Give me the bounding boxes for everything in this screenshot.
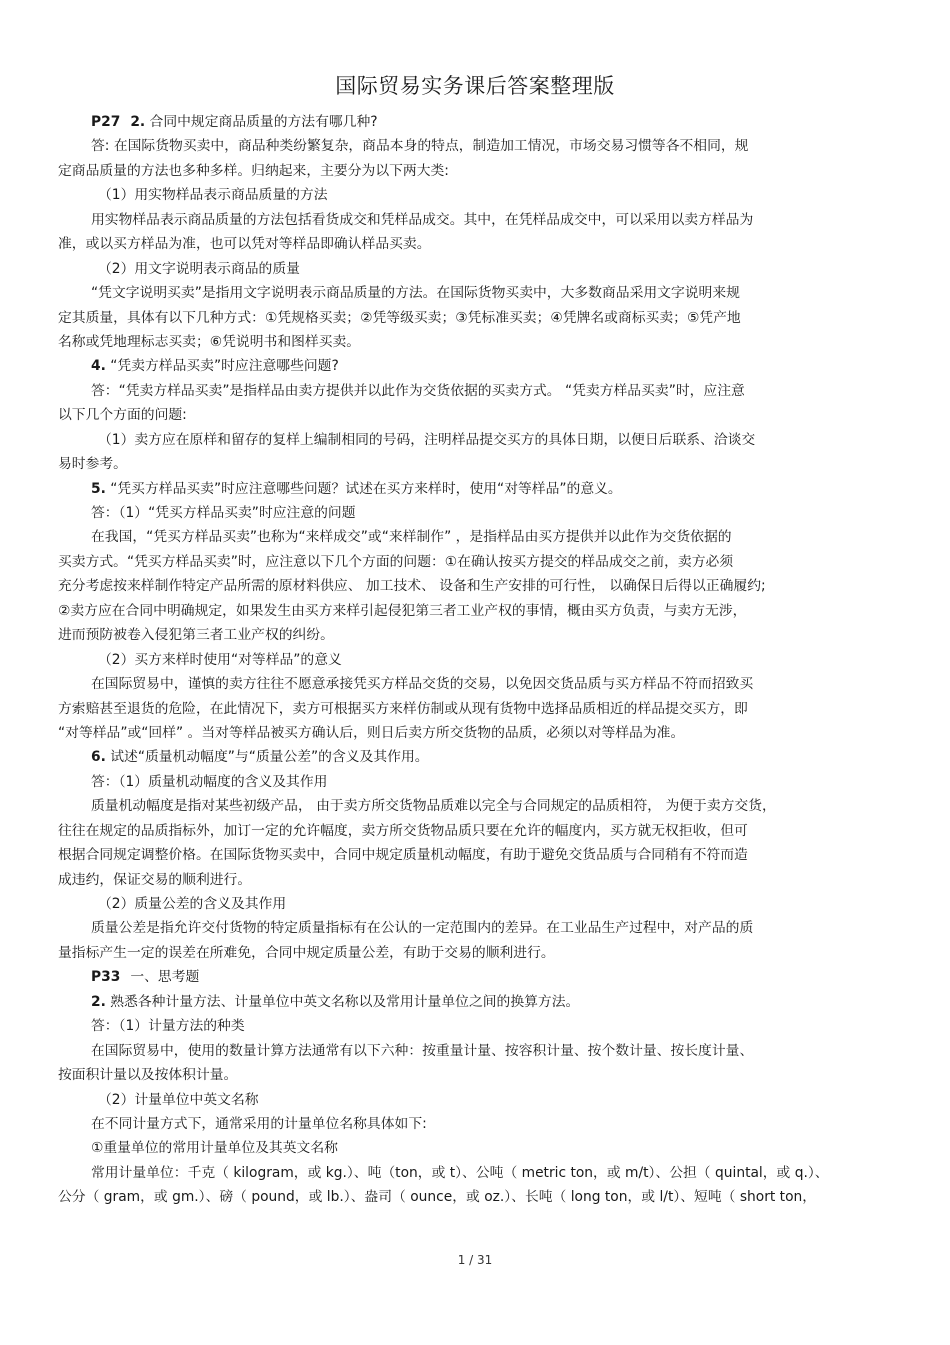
line-text: 在国际贸易中，使用的数量计算方法通常有以下六种：按重量计量、按容积计量、按个数计量、按长度计量、 [91,1042,754,1059]
text-line [58,697,888,721]
text-line [58,379,888,403]
line-text: 在我国，“凭买方样品买卖”也称为“来样成交”或“来样制作” ，是指样品由买方提供并以此作为交货依据的 [91,529,732,546]
text-line [58,403,888,427]
text-line [58,477,888,501]
line-text: 一、思考题 [130,969,200,986]
document-body [58,110,888,1210]
question-number: 5. [91,480,106,497]
line-text: 方索赔甚至退货的危险，在此情况下，卖方可根据买方来样仿制或从现有货物中选择品质相近的样品提交买方，即 [58,700,748,717]
line-text: 定商品质量的方法也多种多样。归纳起来，主要分为以下两大类: [58,162,449,179]
line-text: （2）买方来样时使用“对等样品”的意义 [98,651,342,668]
line-text: 按面积计量以及按体积计量。 [58,1067,238,1084]
line-text: 答：（1）“凭买方样品买卖”时应注意的问题 [91,505,356,521]
text-line [58,1136,888,1160]
text-line [58,623,888,647]
line-text: 成违约，保证交易的顺利进行。 [58,871,252,888]
text-line [58,990,888,1014]
line-text: 准，或以买方样品为准，也可以凭对等样品即确认样品买卖。 [58,236,431,253]
page-reference-label: P27 [91,114,121,130]
text-line [58,501,888,525]
line-text: 常用计量单位：千克（ kilogram，或 kg.）、吨（ton，或 t）、公吨（ metric ton，或 m/t）、公担（ quintal，或 q.）、 [91,1164,829,1181]
text-line [58,1063,888,1087]
line-text: “凭买方样品买卖”时应注意哪些问题？试述在买方来样时，使用“对等样品”的意义。 [110,480,622,497]
line-text: 根据合同规定调整价格。在国际货物买卖中，合同中规定质量机动幅度，有助于避免交货品质与合同稍有不符而造 [58,847,748,864]
page-reference-label: P33 [91,969,121,986]
text-line [58,868,888,892]
line-text: 答：（1）质量机动幅度的含义及其作用 [91,773,328,790]
text-line [58,330,888,354]
question-number: 2. [130,114,146,130]
line-text: （2）计量单位中英文名称 [98,1091,259,1108]
text-line [58,794,888,818]
line-text: ①重量单位的常用计量单位及其英文名称 [91,1140,338,1157]
text-line [58,1088,888,1112]
page-number: 1 / 31 [457,1253,493,1267]
line-text: （1）用实物样品表示商品质量的方法 [98,187,328,204]
text-line [58,892,888,916]
text-line [58,648,888,672]
line-text: 质量公差是指允许交付货物的特定质量指标有在公认的一定范围内的差异。在工业品生产过程中，对产品的质 [91,920,754,937]
text-line [58,525,888,549]
line-text: 名称或凭地理标志买卖；⑥凭说明书和图样买卖。 [58,333,361,350]
page-title: 国际贸易实务课后答案整理版 [335,74,615,98]
text-line [58,1014,888,1038]
line-text: （2）质量公差的含义及其作用 [98,896,287,912]
text-line [58,134,888,158]
text-line [58,672,888,696]
line-text: 质量机动幅度是指对某些初级产品， 由于卖方所交货物品质难以完全与合同规定的品质相符， 为便于卖方交货， [91,798,776,815]
text-line [58,1112,888,1136]
line-text: 进而预防被卷入侵犯第三者工业产权的纠纷。 [58,627,334,644]
text-line [58,1161,888,1185]
text-line [58,599,888,623]
line-text: 答：（1）计量方法的种类 [91,1018,245,1035]
line-text: “凭文字说明买卖”是指用文字说明表示商品质量的方法。在国际货物买卖中，大多数商品采用文字说明来规 [91,285,740,302]
line-text: “对等样品”或“回样” 。当对等样品被买方确认后，则日后卖方所交货物的品质，必须以对等样品为准。 [58,724,685,741]
line-text: 以下几个方面的问题: [58,407,187,424]
line-text: 用实物样品表示商品质量的方法包括看货成交和凭样品成交。其中，在凭样品成交中，可以采用以卖方样品为 [91,211,754,228]
line-text: 答：“凭卖方样品买卖”是指样品由卖方提供并以此作为交货依据的买卖方式。 “凭卖方样品买卖”时，应注意 [91,382,745,399]
line-text: 往往在规定的品质指标外，加订一定的允许幅度，卖方所交货物品质只要在允许的幅度内，买方就无权拒收，但可 [58,822,748,839]
line-text: 在不同计量方式下，通常采用的计量单位名称具体如下: [91,1115,427,1132]
line-text: 公分（ gram，或 gm.）、磅（ pound，或 lb.）、盎司（ ounce，或 oz.）、长吨（ long ton，或 l/t）、短吨（ short ton， [58,1189,817,1206]
text-line [58,110,888,134]
text-line [58,770,888,794]
text-line [58,574,888,598]
question-number: 4. [91,358,106,375]
text-line [58,941,888,965]
text-line [58,257,888,281]
text-line [58,232,888,256]
text-line [58,306,888,330]
line-text: （1）卖方应在原样和留存的复样上编制相同的号码，注明样品提交买方的具体日期，以便日后联系、洽谈交 [98,431,756,448]
text-line [58,183,888,207]
question-number: 2. [91,993,106,1010]
text-line [58,428,888,452]
text-line [58,745,888,769]
text-line [58,965,888,989]
line-text: （2）用文字说明表示商品的质量 [98,260,300,277]
text-line [58,916,888,940]
line-text: 在国际贸易中，谨慎的卖方往往不愿意承接凭买方样品交货的交易，以免因交货品质与买方样品不符而招致买 [91,676,754,693]
text-line [58,819,888,843]
line-text: 买卖方式。“凭买方样品买卖”时，应注意以下几个方面的问题：①在确认按买方提交的样品成交之前，卖方必须 [58,553,734,570]
line-text: 答: 在国际货物买卖中，商品种类纷繁复杂，商品本身的特点，制造加工情况，市场交易习惯等各不相同，规 [91,138,749,155]
text-line [58,159,888,183]
text-line [58,1185,888,1209]
line-text: 熟悉各种计量方法、计量单位中英文名称以及常用计量单位之间的换算方法。 [110,993,580,1010]
text-line [58,208,888,232]
text-line [58,354,888,378]
line-text: 定其质量，具体有以下几种方式：①凭规格买卖；②凭等级买卖；③凭标准买卖；④凭牌名或商标买卖；⑤凭产地 [58,309,741,326]
text-line [58,843,888,867]
question-number: 6. [91,749,106,766]
text-line [58,721,888,745]
line-text: ②卖方应在合同中明确规定，如果发生由买方来样引起侵犯第三者工业产权的事情，概由买方负责，与卖方无涉， [58,602,747,619]
line-text: 量指标产生一定的误差在所难免，合同中规定质量公差，有助于交易的顺利进行。 [58,944,555,961]
text-line [58,281,888,305]
text-line [58,550,888,574]
line-text: 试述“质量机动幅度”与“质量公差”的含义及其作用。 [110,749,429,766]
text-line [58,452,888,476]
line-text: 易时参考。 [58,456,127,473]
line-text: 合同中规定商品质量的方法有哪几种? [149,114,378,130]
text-line [58,1039,888,1063]
line-text: “凭卖方样品买卖”时应注意哪些问题? [110,358,339,375]
line-text: 充分考虑按来样制作特定产品所需的原材料供应、 加工技术、 设备和生产安排的可行性， 以确保日后得以正确履约; [58,578,766,595]
